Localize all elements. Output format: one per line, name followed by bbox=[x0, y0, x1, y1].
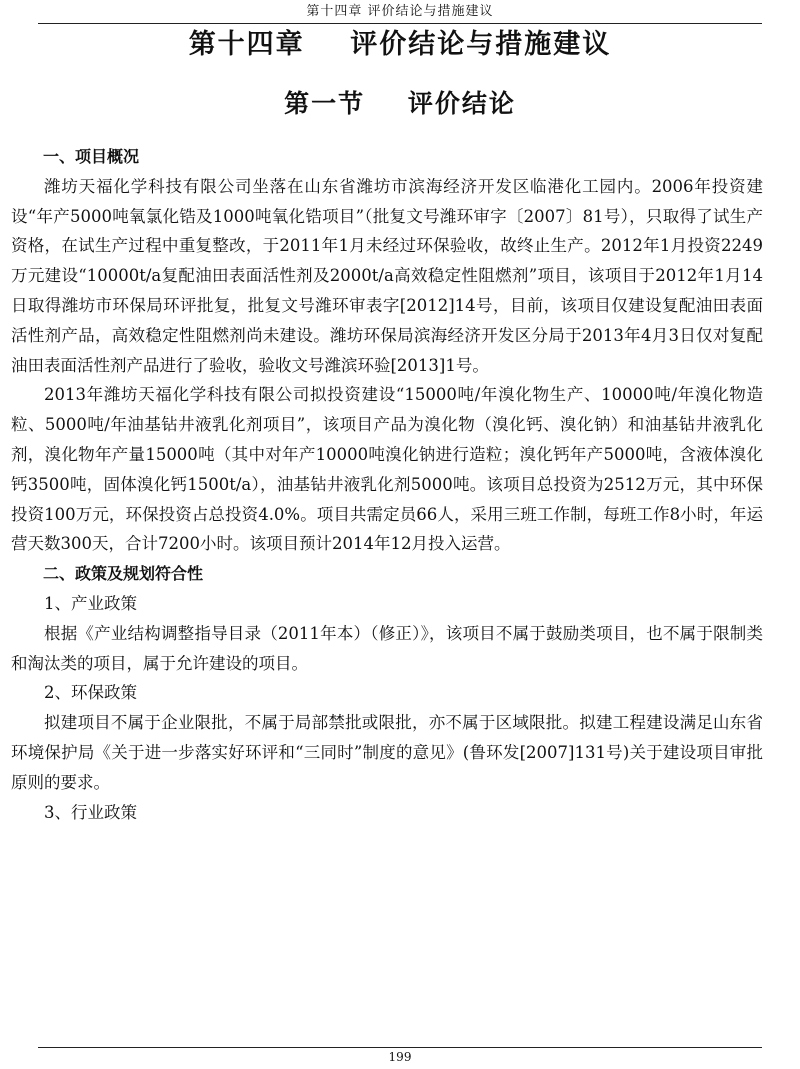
subheading-industrial-policy: 1、产业政策 bbox=[44, 593, 137, 613]
subheading-industry-policy: 3、行业政策 bbox=[44, 802, 137, 822]
paragraph-project-description: 2013年潍坊天福化学科技有限公司拟投资建设“15000吨/年溴化物生产、10000吨/年溴化物造粒、5000吨/年油基钻井液乳化剂项目”，该项目产品为溴化物（溴化钙、溴化钠）和油基钻井液乳化剂，溴化物年产量15000吨（其中对年产10000吨溴化钠进行造粒；溴化钙年产5000吨，含液体溴化钙3500吨，固体溴化钙1500t/a），油基钻井液乳化剂5000吨。该项目总投资为2512万元，其中环保投资100万元，环保投资占总投资4.0%。项目共需定员66人，采用三班工作制，每班工作8小时，年运营天数300天，合计7200小时。该项目预计2014年12月投入运营。 bbox=[11, 385, 763, 554]
page-number: 199 bbox=[388, 1050, 412, 1064]
heading-project-overview: 一、项目概况 bbox=[43, 147, 140, 166]
subheading-environmental-policy: 2、环保政策 bbox=[44, 683, 137, 703]
heading-policy-compliance: 二、政策及规划符合性 bbox=[43, 564, 204, 584]
footer-rule bbox=[38, 1047, 762, 1048]
document-body bbox=[11, 142, 763, 827]
header-rule bbox=[38, 23, 762, 24]
chapter-title: 第十四章 评价结论与措施建议 bbox=[188, 29, 612, 60]
paragraph-company-history: 潍坊天福化学科技有限公司坐落在山东省潍坊市滨海经济开发区临港化工园内。2006年投资建设“年产5000吨氧氯化锆及1000吨氧化锆项目”（批复文号潍环审字〔2007〕81号），只取得了试生产资格，在试生产过程中重复整改，于2011年1月未经过环保验收，故终止生产。2012年1月投资2249万元建设“10000t/a复配油田表面活性剂及2000t/a高效稳定性阻燃剂”项目，该项目于2012年1月14日取得潍坊市环保局环评批复，批复文号潍环审表字[2012]14号，目前，该项目仅建设复配油田表面活性剂产品，高效稳定性阻燃剂尚未建设。潍坊环保局滨海经济开发区分局于2013年4月3日仅对复配油田表面活性剂产品进行了验收，验收文号潍滨环验[2013]1号。 bbox=[11, 176, 763, 375]
paragraph-environmental-policy: 拟建项目不属于企业限批，不属于局部禁批或限批，亦不属于区域限批。拟建工程建设满足山东省环境保护局《关于进一步落实好环评和“三同时”制度的意见》(鲁环发[2007]131号)关于建设项目审批原则的要求。 bbox=[11, 713, 763, 792]
section-title: 第一节 评价结论 bbox=[284, 89, 516, 118]
running-header: 第十四章 评价结论与措施建议 bbox=[306, 4, 494, 19]
paragraph-industrial-policy: 根据《产业结构调整指导目录（2011年本）（修正）》，该项目不属于鼓励类项目，也不属于限制类和淘汰类的项目，属于允许建设的项目。 bbox=[11, 623, 763, 673]
